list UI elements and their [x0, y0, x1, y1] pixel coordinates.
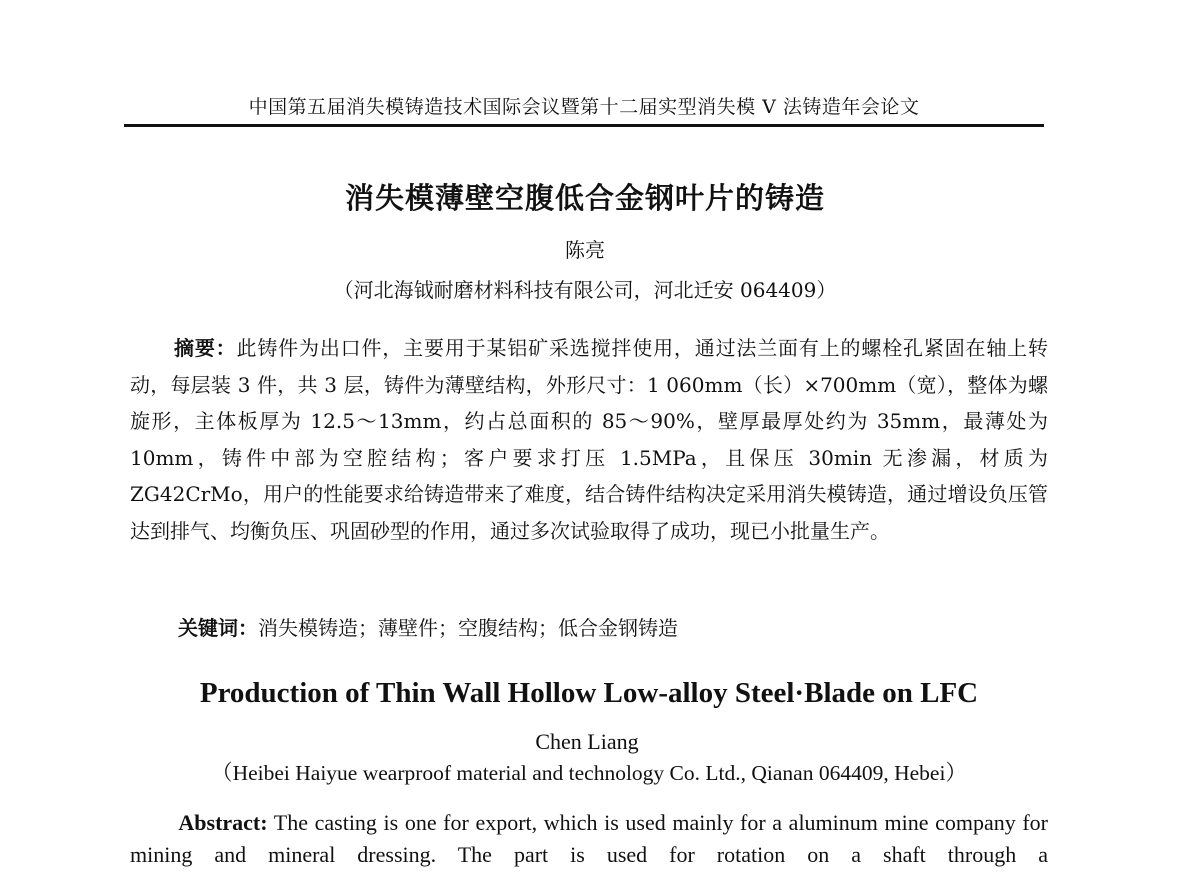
chinese-abstract-label: 摘要： — [174, 336, 237, 360]
english-affiliation: （Heibei Haiyue wearproof material and technology Co. Ltd., Qianan 064409, Hebei） — [211, 761, 967, 785]
english-abstract-label: Abstract: — [178, 810, 268, 835]
chinese-author: 陈亮 — [565, 238, 605, 262]
chinese-keywords-label: 关键词： — [178, 616, 258, 640]
header-rule — [124, 124, 1044, 127]
chinese-affiliation: （河北海钺耐磨材料科技有限公司，河北迁安 064409） — [333, 278, 837, 302]
chinese-keywords-text: 消失模铸造；薄壁件；空腹结构；低合金钢铸造 — [258, 616, 678, 640]
english-abstract — [130, 807, 1048, 871]
chinese-title: 消失模薄壁空腹低合金钢叶片的铸造 — [344, 181, 825, 215]
chinese-abstract-text: 此铸件为出口件，主要用于某铝矿采选搅拌使用，通过法兰面有上的螺栓孔紧固在轴上转动，每层装 3 件，共 3 层，铸件为薄壁结构，外形尺寸：1 060mm（长）×700mm（宽），整体为螺旋形，主体板厚为 12.5～13mm，约占总面积的 85～90%，壁厚最厚处约为 35mm，最薄处为 10mm，铸件中部为空腔结构；客户要求打压 1.5MPa，且保压 30min 无渗漏，材质为 ZG42CrMo，用户的性能要求给铸造带来了难度，结合铸件结构决定采用消失模铸造，通过增设负压管达到排气、均衡负压、巩固砂型的作用，通过多次试验取得了成功，现已小批量生产。 — [130, 336, 1049, 543]
english-abstract-text: The casting is one for export, which is used mainly for a aluminum mine company for mining and mineral dressing. The part is used for rotation on a shaft through a — [130, 810, 1048, 867]
english-title: Production of Thin Wall Hollow Low-alloy Steel·Blade on LFC — [199, 677, 979, 709]
running-header: 中国第五届消失模铸造技术国际会议暨第十二届实型消失模 V 法铸造年会论文 — [248, 96, 920, 118]
english-author: Chen Liang — [535, 729, 639, 754]
chinese-keywords — [178, 610, 1048, 646]
chinese-abstract — [130, 330, 1048, 550]
